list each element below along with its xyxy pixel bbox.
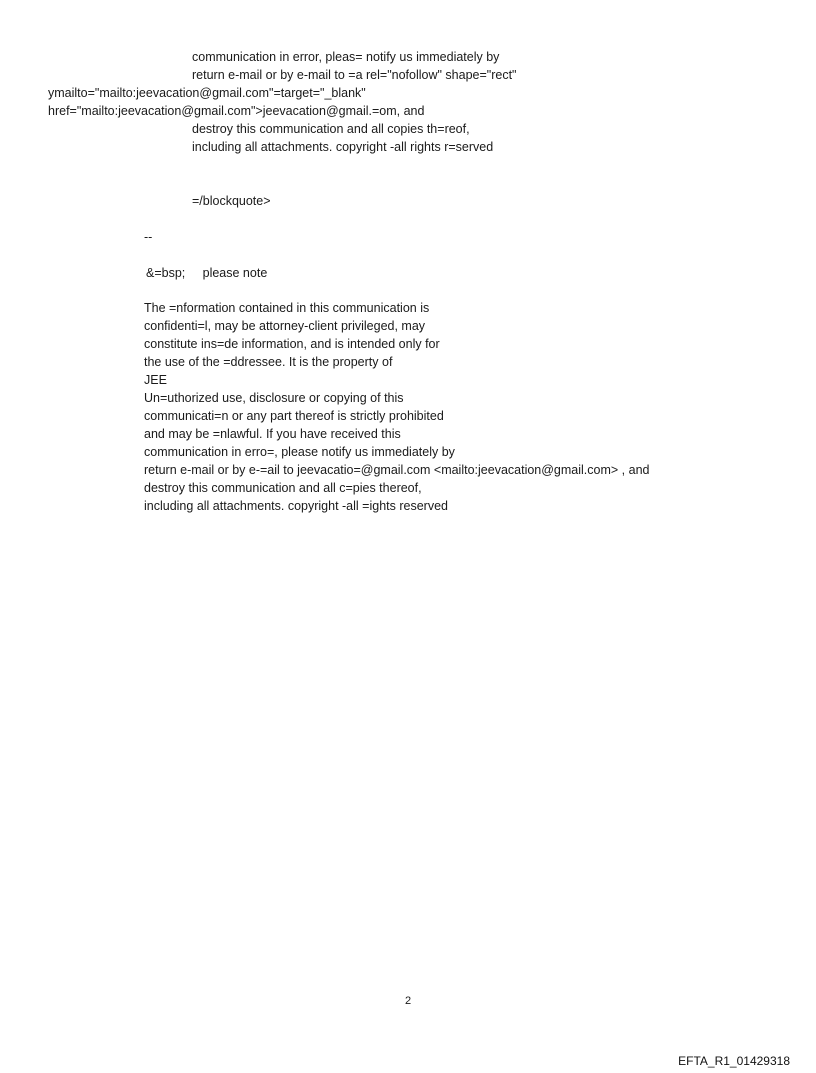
quoted-line: href="mailto:jeevacation@gmail.com">jeevacation@gmail.=om, and <box>48 104 425 118</box>
notice-line: and may be =nlawful. If you have received this <box>144 427 401 441</box>
quoted-line: return e-mail or by e-mail to =a rel="nofollow" shape="rect" <box>192 68 517 82</box>
notice-line: communicati=n or any part thereof is strictly prohibited <box>144 409 444 423</box>
quoted-line: communication in error, pleas= notify us immediately by <box>192 50 500 64</box>
quoted-line: destroy this communication and all copies th=reof, <box>192 122 470 136</box>
notice-line: JEE <box>144 373 167 387</box>
document-id: EFTA_R1_01429318 <box>678 1054 790 1068</box>
notice-line: confidenti=l, may be attorney-client privileged, may <box>144 319 426 333</box>
notice-line: destroy this communication and all c=pies thereof, <box>144 481 422 495</box>
blockquote-closing-tag: =/blockquote> <box>192 194 271 208</box>
quoted-line: including all attachments. copyright -all rights r=served <box>192 140 494 154</box>
signature-separator: -- <box>144 230 153 244</box>
quoted-line: ymailto="mailto:jeevacation@gmail.com"=target="_blank" <box>48 86 366 100</box>
notice-line: including all attachments. copyright -all =ights reserved <box>144 499 448 513</box>
notice-heading: &=bsp; please note <box>146 266 268 280</box>
notice-line: return e-mail or by e-=ail to jeevacatio=@gmail.com <mailto:jeevacation@gmail.com> , and <box>144 463 650 477</box>
page-number: 2 <box>404 995 412 1007</box>
notice-line: constitute ins=de information, and is intended only for <box>144 337 440 351</box>
notice-line: The =nformation contained in this communication is <box>144 301 430 315</box>
notice-line: the use of the =ddressee. It is the property of <box>144 355 393 369</box>
notice-line: Un=uthorized use, disclosure or copying of this <box>144 391 404 405</box>
notice-line: communication in erro=, please notify us immediately by <box>144 445 455 459</box>
